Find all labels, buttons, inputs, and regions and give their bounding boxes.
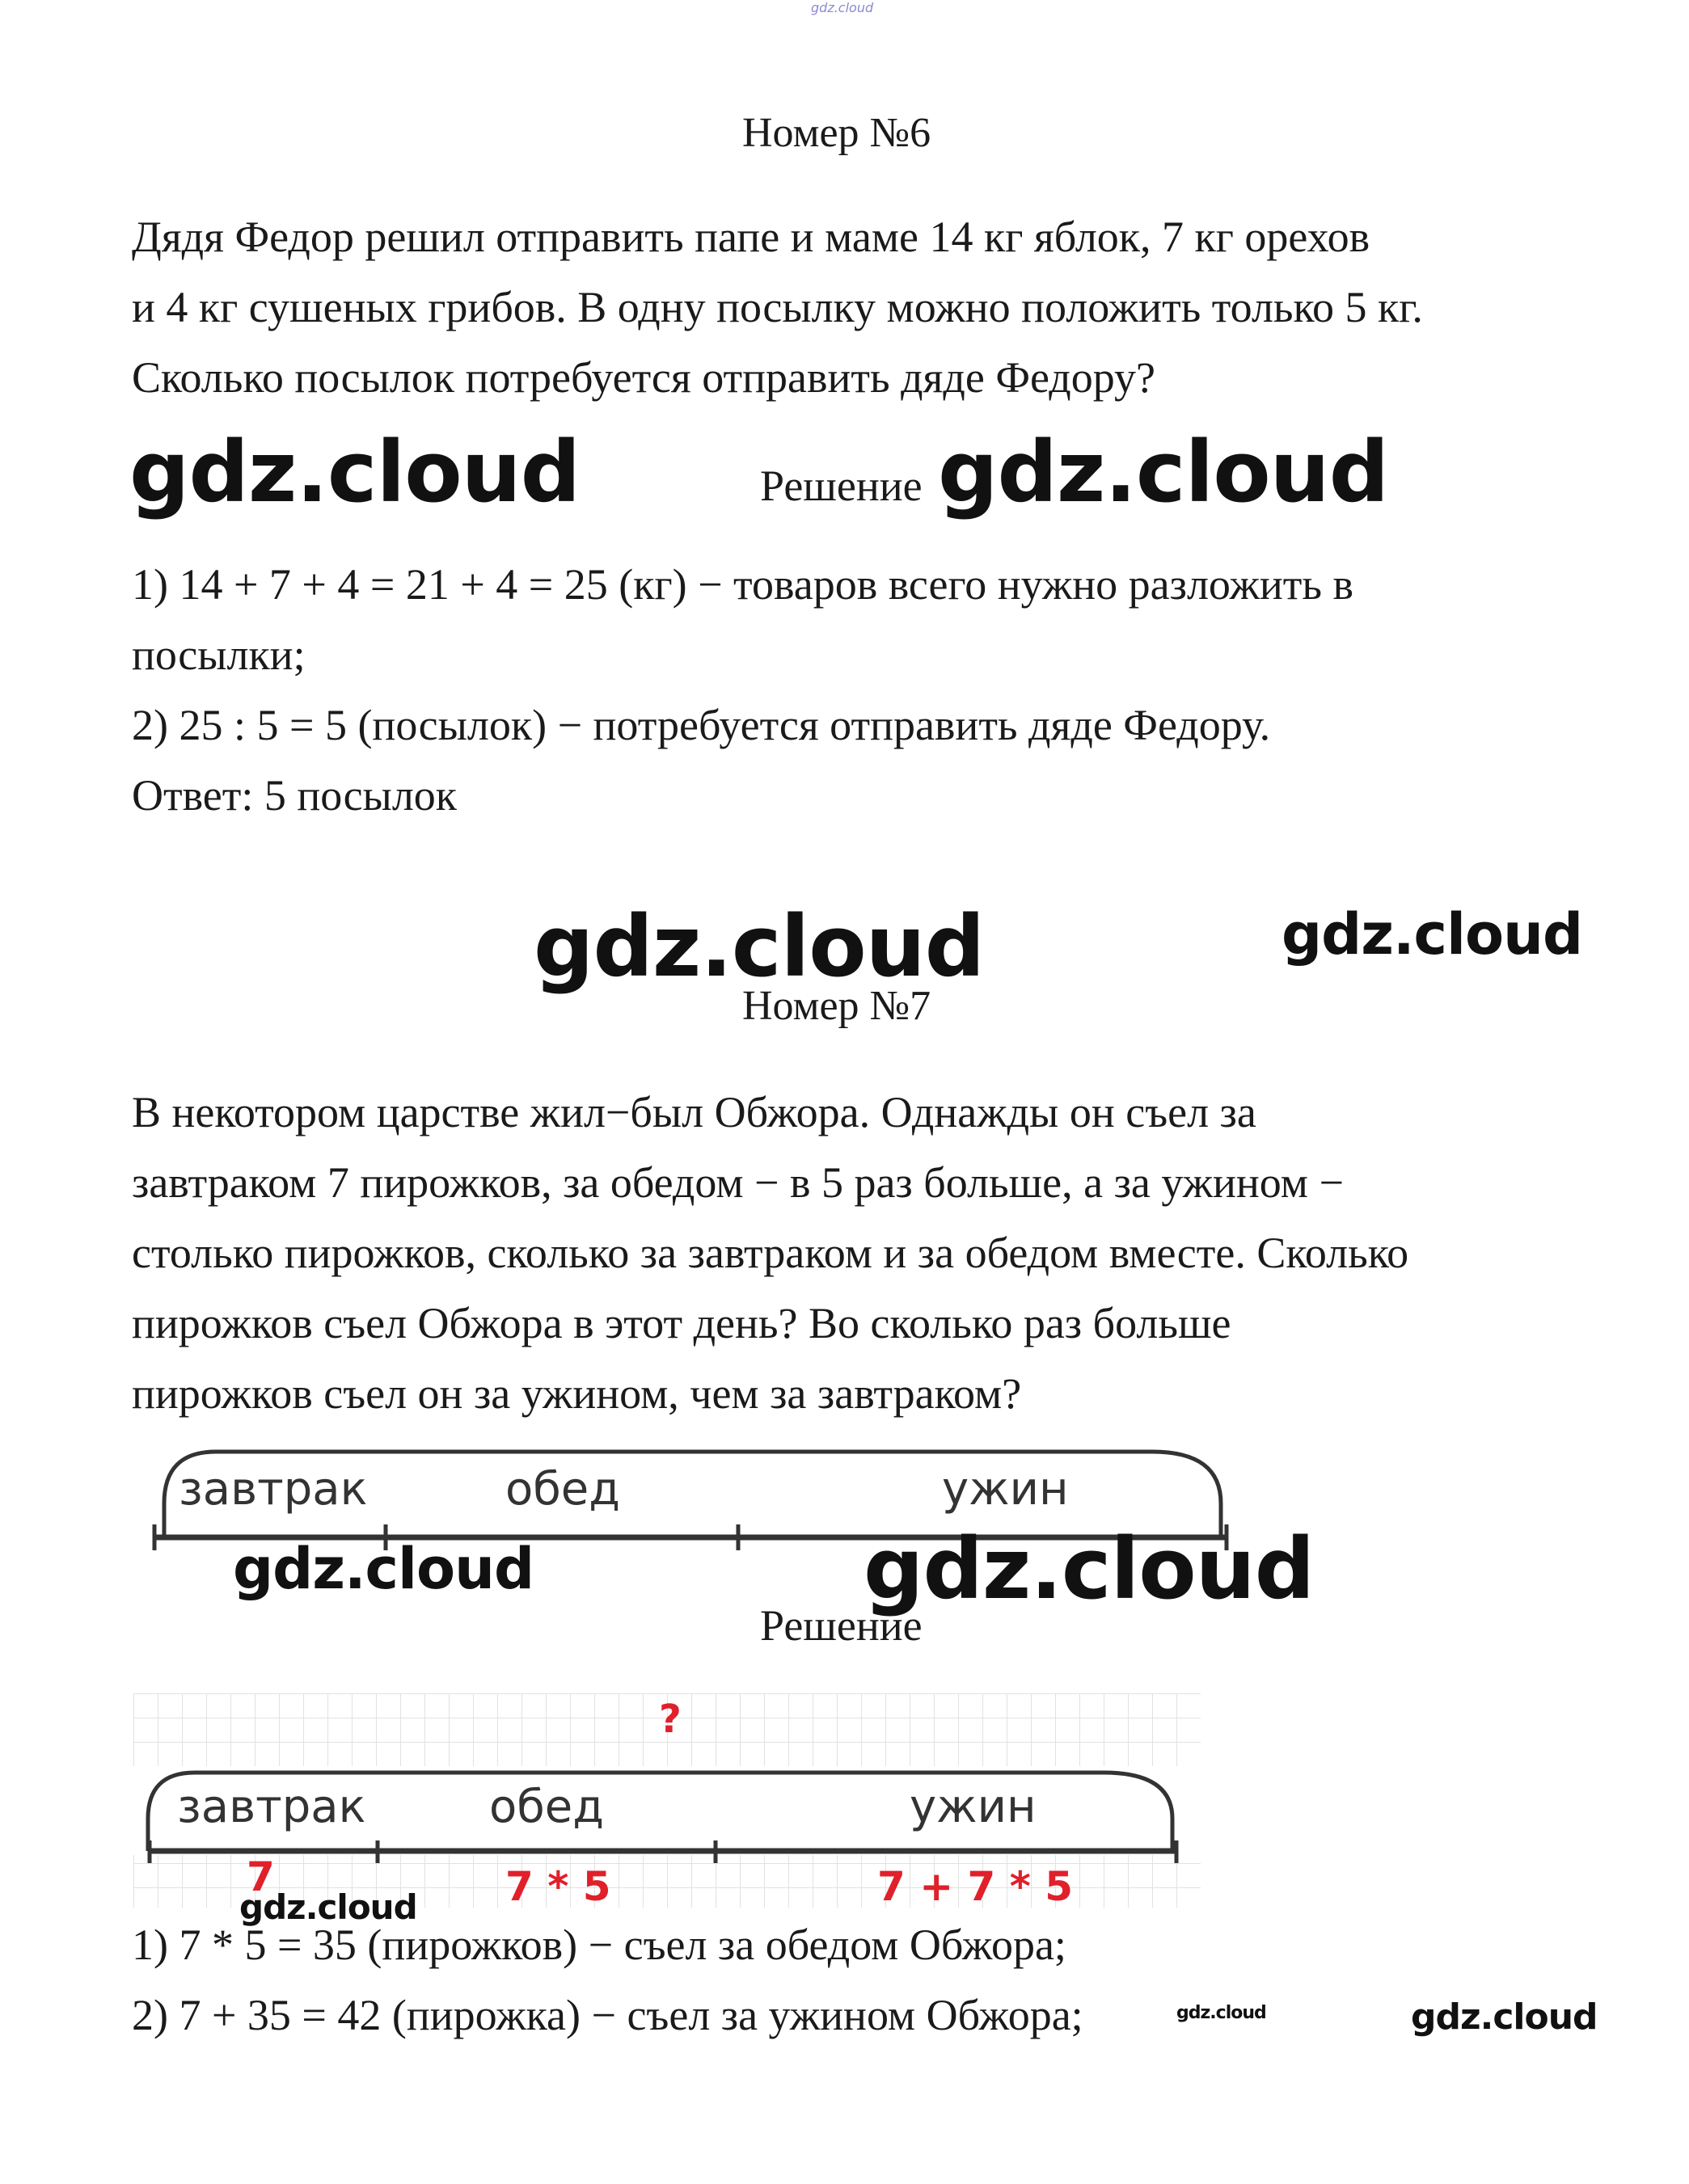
diagram2-question-mark: ? (659, 1697, 682, 1742)
task6-text-line-1: Дядя Федор решил отправить папе и маме 14 кг яблок, 7 кг орехов (132, 213, 1370, 261)
watermark-7: gdz.cloud (239, 1887, 417, 1927)
watermark-top: gdz.cloud (811, 0, 874, 15)
watermark-4: gdz.cloud (1282, 901, 1583, 968)
task7-text-line-4: пирожков съел Обжора в этот день? Во сколько раз больше (132, 1299, 1231, 1347)
task7-solution-label: Решение (760, 1601, 923, 1650)
watermark-2: gdz.cloud (938, 423, 1389, 521)
task7-text-line-2: завтраком 7 пирожков, за обедом − в 5 раз больше, а за ужином − (132, 1158, 1344, 1207)
task6-text-line-3: Сколько посылок потребуется отправить дяде Федору? (132, 353, 1155, 402)
diagram2-label-lunch: обед (489, 1781, 604, 1833)
task7-text-line-1: В некотором царстве жил−был Обжора. Однажды он съел за (132, 1088, 1256, 1136)
watermark-9: gdz.cloud (1411, 1996, 1598, 2038)
task6-solution-line-1: 1) 14 + 7 + 4 = 21 + 4 = 25 (кг) − товаров всего нужно разложить в (132, 560, 1353, 609)
watermark-8: gdz.cloud (1176, 2003, 1266, 2023)
watermark-6: gdz.cloud (864, 1520, 1315, 1618)
diagram2-value-dinner: 7 + 7 * 5 (877, 1863, 1074, 1910)
task6-answer: Ответ: 5 посылок (132, 771, 458, 820)
diagram2-value-breakfast: 7 (247, 1853, 275, 1900)
watermark-1: gdz.cloud (129, 423, 581, 521)
segment-diagram-2 (133, 1693, 1201, 1908)
task7-solution-line-2: 2) 7 + 35 = 42 (пирожка) − съел за ужином Обжора; (132, 1991, 1083, 2039)
task6-text-line-2: и 4 кг сушеных грибов. В одну посылку можно положить только 5 кг. (132, 283, 1423, 331)
diagram2-label-dinner: ужин (910, 1781, 1037, 1833)
task7-text-line-3: столько пирожков, сколько за завтраком и за обедом вместе. Сколько (132, 1229, 1409, 1277)
task7-solution-line-1: 1) 7 * 5 = 35 (пирожков) − съел за обедом Обжора; (132, 1920, 1066, 1969)
diagram1-label-breakfast: завтрак (179, 1463, 368, 1516)
task7-text-line-5: пирожков съел он за ужином, чем за завтраком? (132, 1369, 1022, 1418)
task6-solution-line-2: посылки; (132, 630, 306, 679)
diagram1-label-dinner: ужин (942, 1463, 1069, 1516)
diagram2-label-breakfast: завтрак (177, 1781, 366, 1833)
watermark-5: gdz.cloud (233, 1536, 534, 1602)
diagram1-label-lunch: обед (505, 1463, 620, 1516)
task6-solution-line-3: 2) 25 : 5 = 5 (посылок) − потребуется отправить дяде Федору. (132, 701, 1271, 749)
task6-title: Номер №6 (742, 110, 931, 156)
task7-title: Номер №7 (742, 983, 931, 1029)
watermark-3: gdz.cloud (534, 897, 985, 996)
diagram2-value-lunch: 7 * 5 (505, 1863, 611, 1910)
task6-solution-label: Решение (760, 462, 923, 510)
